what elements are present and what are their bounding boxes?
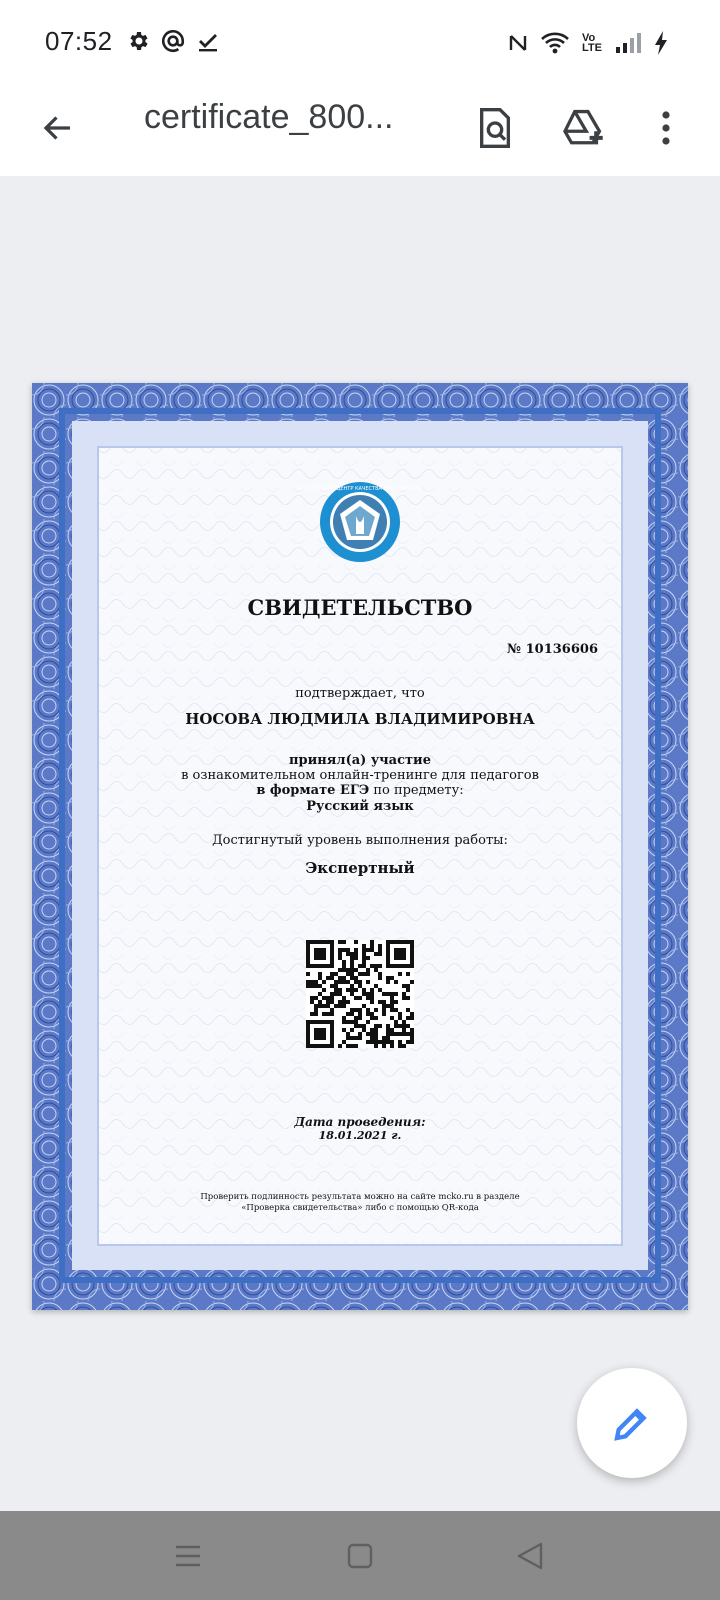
charging-icon	[654, 30, 668, 56]
verify-line-1: Проверить подлинность результата можно на сайте mcko.ru в разделе	[200, 1192, 520, 1202]
status-time: 07:52	[45, 26, 113, 56]
date-label: Дата проведения:	[294, 1115, 426, 1129]
nav-back-button[interactable]	[510, 1539, 550, 1573]
check-icon	[196, 29, 220, 53]
format-text	[102, 783, 618, 798]
volte-top: Vo	[582, 32, 596, 44]
signal-icon	[614, 32, 642, 54]
back-triangle-icon	[516, 1541, 544, 1571]
certificate-page	[32, 383, 688, 1310]
find-in-page-icon	[475, 106, 515, 150]
participated-text: принял(а) участие	[289, 753, 431, 768]
qr-code	[306, 940, 414, 1048]
find-in-page-button[interactable]	[465, 98, 525, 158]
format-bold: в формате ЕГЭ	[256, 783, 370, 798]
document-title: certificate_800...	[144, 98, 394, 136]
format-rest: по предмету:	[369, 783, 464, 798]
nfc-icon	[508, 32, 528, 54]
edit-fab[interactable]	[577, 1368, 687, 1478]
status-right-icons	[508, 30, 668, 56]
system-nav-bar	[0, 1511, 720, 1600]
certificate-number: № 10136606	[506, 642, 598, 657]
nav-home-button[interactable]	[340, 1539, 380, 1573]
confirms-text: подтверждает, что	[295, 686, 425, 701]
certificate-content	[102, 449, 618, 1239]
mcko-logo	[297, 480, 423, 564]
app-bar	[0, 84, 720, 177]
add-to-drive-button[interactable]	[553, 98, 613, 158]
status-bar	[0, 0, 720, 84]
volte-icon	[582, 33, 602, 53]
volte-bottom: LTE	[582, 42, 602, 54]
logo-text: МОСКОВСКИЙ ЦЕНТР КАЧЕСТВА ОБРАЗОВАНИЯ	[297, 486, 423, 492]
home-icon	[347, 1543, 373, 1569]
verify-line-2: «Проверка свидетельства» либо с помощью QR-кода	[241, 1203, 479, 1213]
wifi-icon	[540, 31, 570, 55]
back-button[interactable]	[34, 104, 82, 152]
level-value: Экспертный	[305, 859, 415, 877]
status-left-icons	[126, 28, 220, 54]
add-to-drive-icon	[560, 108, 606, 148]
at-icon	[160, 28, 186, 54]
date-value: 18.01.2021 г.	[318, 1129, 402, 1142]
more-vert-icon	[660, 110, 672, 146]
more-options-button[interactable]	[646, 98, 686, 158]
pdf-viewer[interactable]	[0, 176, 720, 1511]
back-icon	[40, 110, 76, 146]
training-text: в ознакомительном онлайн-тренинге для педагогов	[181, 768, 539, 783]
subject-text: Русский язык	[306, 799, 414, 814]
gear-icon	[126, 29, 150, 53]
edit-pencil-icon	[612, 1403, 652, 1443]
recipient-name: НОСОВА ЛЮДМИЛА ВЛАДИМИРОВНА	[185, 710, 535, 728]
nav-menu-button[interactable]	[168, 1539, 208, 1573]
menu-icon	[174, 1543, 202, 1569]
level-label: Достигнутый уровень выполнения работы:	[212, 833, 508, 848]
certificate-heading: СВИДЕТЕЛЬСТВО	[247, 595, 473, 620]
